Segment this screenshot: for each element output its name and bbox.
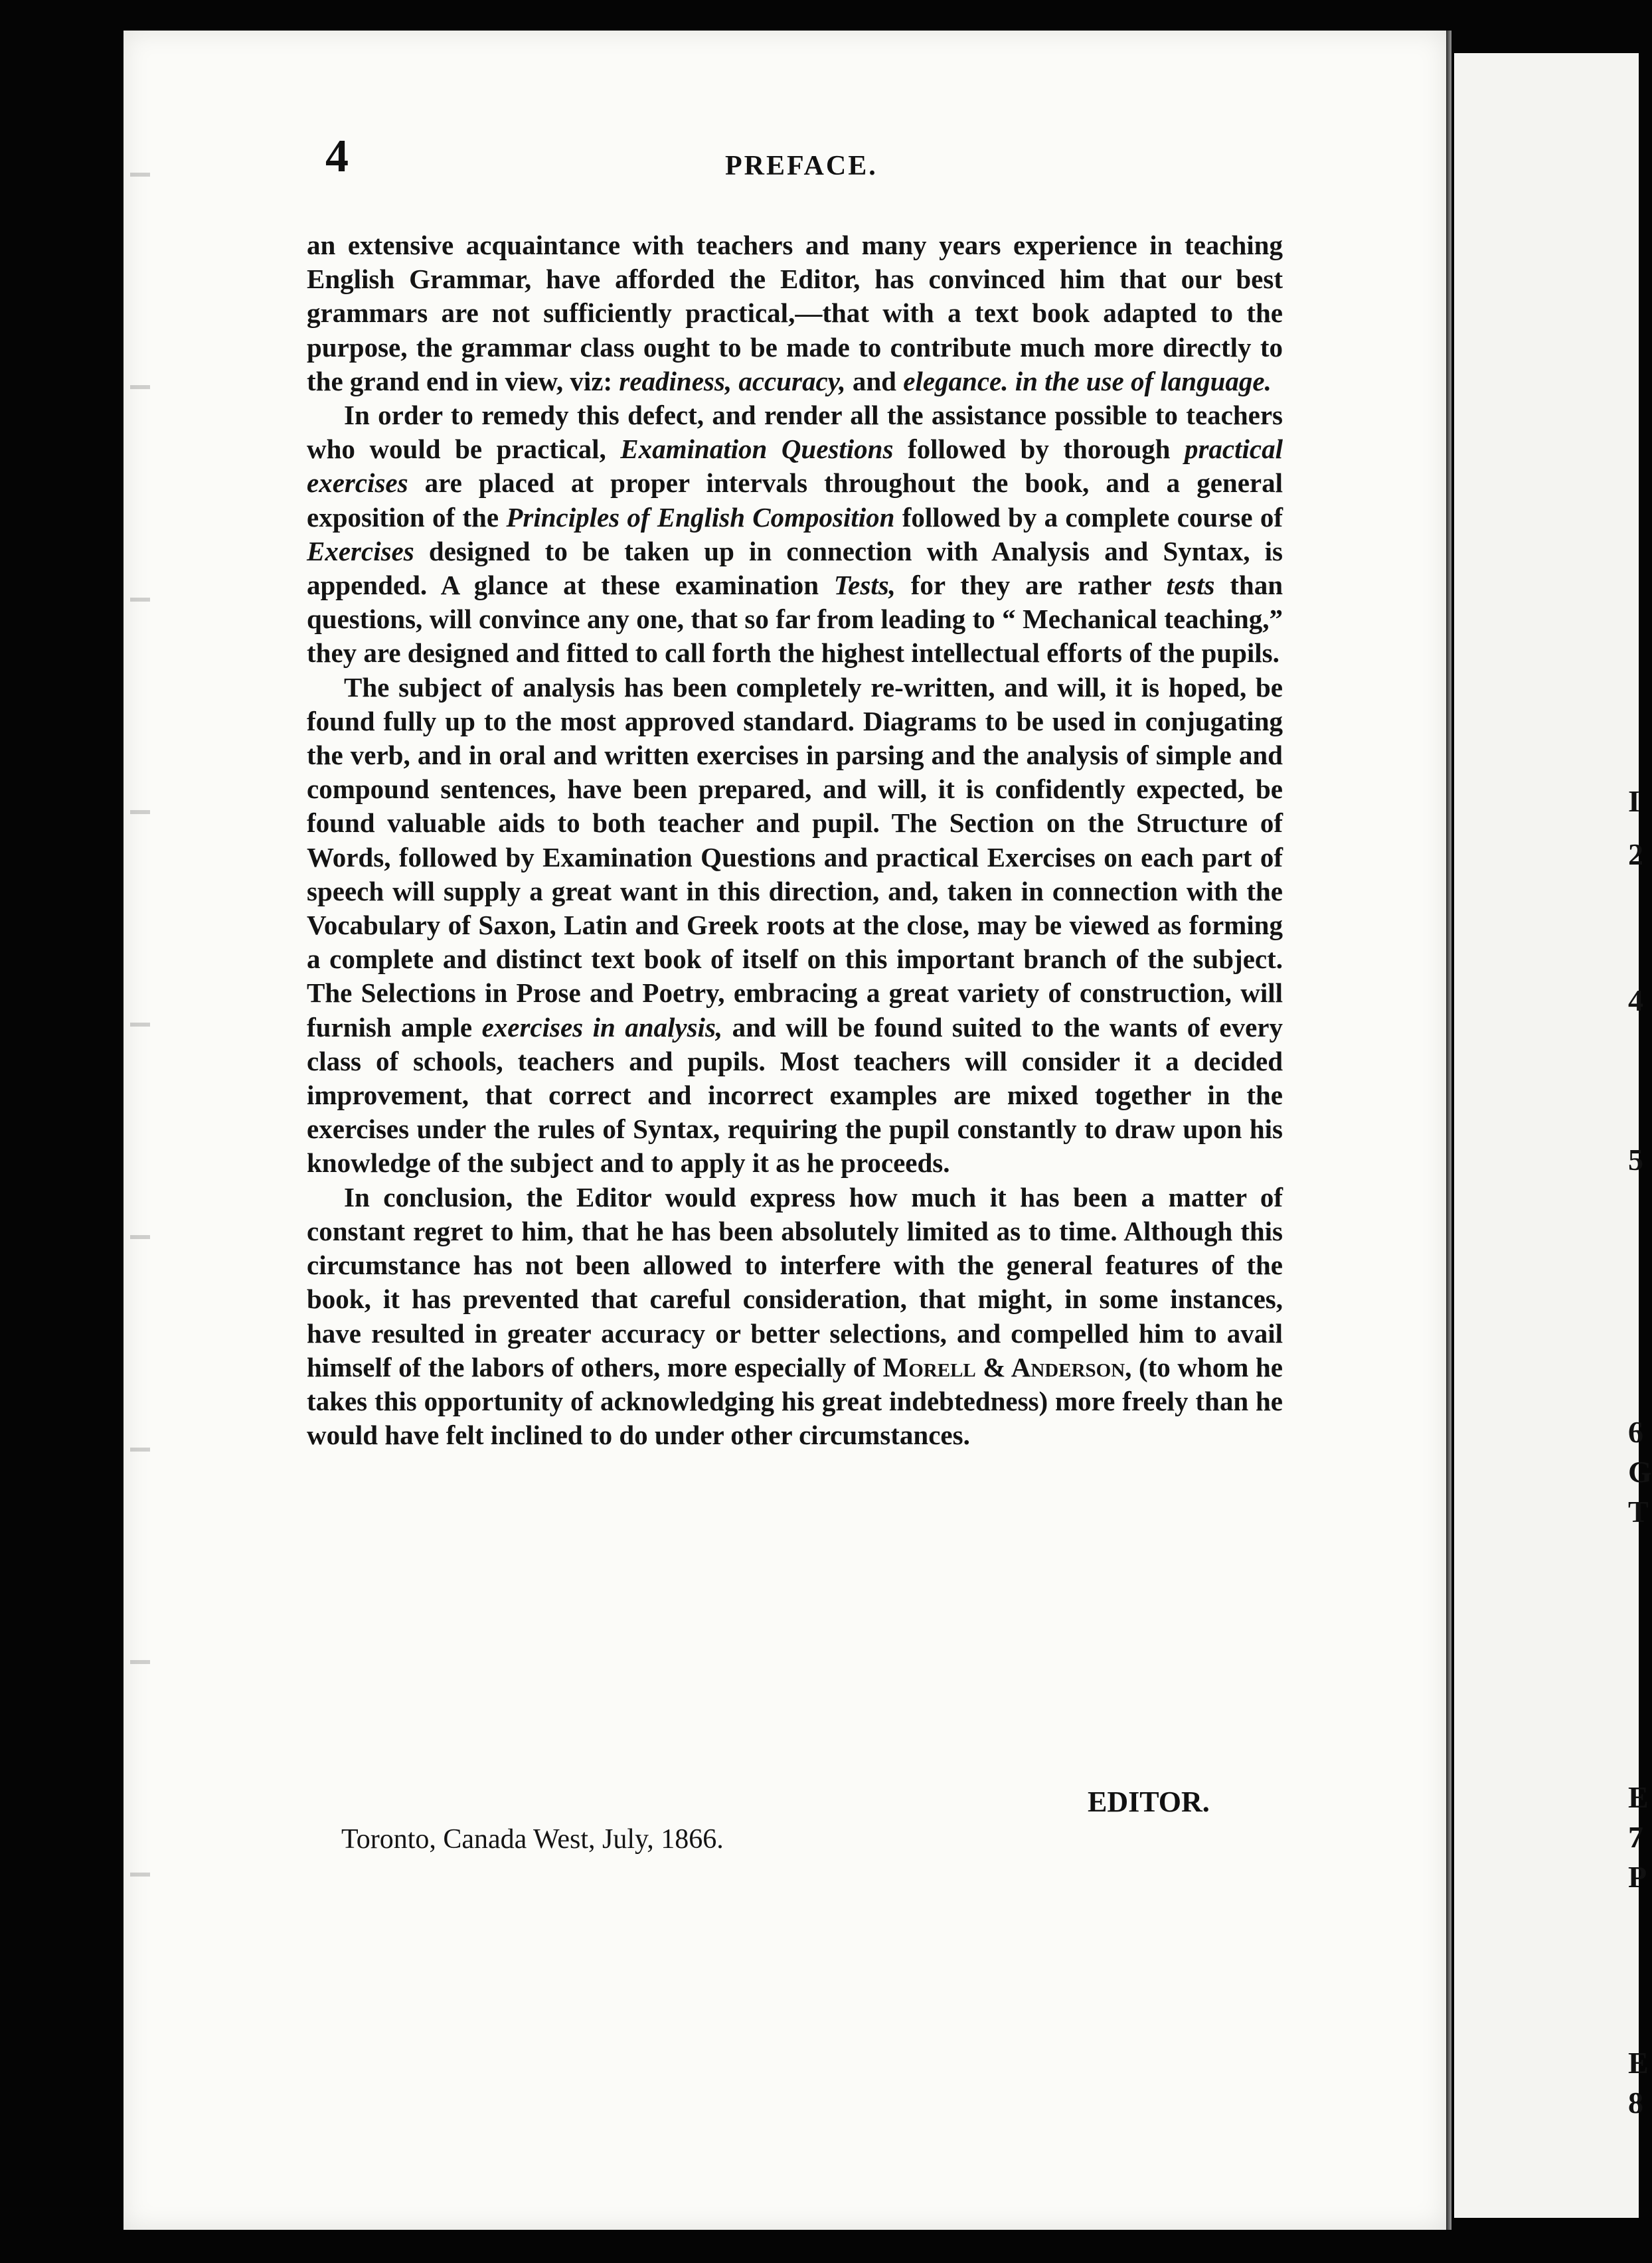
- page-number: 4: [325, 131, 349, 182]
- paragraph-3: The subject of analysis has been completely re-written, and will, it is hoped, be found fully up to the most approved standard. Diagrams to be used in conjugating the verb, and in oral and written exercises in parsing and the analysis of simple and compound sentences, have been prepared, and will, it is confidently expected, be found valuable aids to both teacher and pupil. The Section on the Structure of Words, followed by Examination Questions and practical Exercises on each part of speech will supply a great want in this direction, and, taken in connection with the Vocabulary of Saxon, Latin and Greek roots at the close, may be viewed as forming a complete and distinct text book of itself on this important branch of the subject. The Selections in Prose and Poetry, embracing a great variety of construction, will furnish ample exercises in analysis, and will be found suited to the wants of every class of schools, teachers and pupils. Most teachers will consider it a decided improvement, that correct and incorrect examples are mixed together in the exercises under the rules of Syntax, requiring the pupil constantly to draw upon his knowledge of the subject and to apply it as he proceeds.: [307, 671, 1283, 1179]
- facing-page-fragment: 2: [1628, 837, 1643, 871]
- facing-page-fragment: E: [1628, 1780, 1649, 1814]
- facing-page-fragment: 6: [1628, 1415, 1643, 1449]
- running-head: PREFACE.: [725, 151, 878, 181]
- page-gutter: [1446, 31, 1451, 2230]
- facing-page-fragment: I: [1628, 784, 1640, 818]
- place-date-line: Toronto, Canada West, July, 1866.: [341, 1824, 724, 1855]
- paragraph-4: In conclusion, the Editor would express how much it has been a matter of constant regret to him, that he has been absolutely limited as to time. Although this circumstance has not been allowed to interfere with the general features of the book, it has prevented that careful consideration, that might, in some instances, have resulted in greater accuracy or better selections, and compelled him to avail himself of the labors of others, more especially of Morell & Anderson, (to whom he takes this opportunity of acknowledging his great indebtedness) more freely than he would have felt inclined to do under other circumstances.: [307, 1181, 1283, 1451]
- paragraph-2: In order to remedy this defect, and render all the assistance possible to teachers who would be practical, Examination Questions followed by thorough practical exercises are placed at proper intervals throughout the book, and a general exposition of the Principles of English Composition followed by a complete course of Exercises designed to be taken up in connection with Analysis and Syntax, is appended. A glance at these examination Tests, for they are rather tests than questions, will convince any one, that so far from leading to “ Mechanical teaching,” they are designed and fitted to call forth the highest intellectual efforts of the pupils.: [307, 400, 1283, 669]
- facing-page-fragment: 4: [1628, 983, 1643, 1017]
- facing-page-fragment: 7: [1628, 1820, 1643, 1854]
- facing-page-fragment: T: [1628, 1495, 1649, 1529]
- signature: EDITOR.: [1088, 1786, 1210, 1818]
- facing-page: [1454, 53, 1652, 2218]
- facing-page-fragment: P: [1628, 1860, 1647, 1894]
- paragraph-1: an extensive acquaintance with teachers and many years experience in teaching English Grammar, have afforded the Editor, has convinced him that our best grammars are not sufficiently practical,—that with a text book adapted to the purpose, the grammar class ought to be made to contribute much more directly to the grand end in view, viz: readiness, accuracy, and elegance. in the use of language.: [307, 230, 1283, 396]
- facing-page-fragment: 8: [1628, 2086, 1643, 2120]
- page-edge-specks: [130, 80, 150, 2072]
- authors-small-caps: Morell & Anderson,: [882, 1351, 1132, 1383]
- facing-page-fragment: G: [1628, 1455, 1652, 1489]
- preface-body: [307, 228, 1283, 1452]
- facing-page-fragment: 5: [1628, 1143, 1643, 1177]
- facing-page-fragment: E: [1628, 2046, 1649, 2080]
